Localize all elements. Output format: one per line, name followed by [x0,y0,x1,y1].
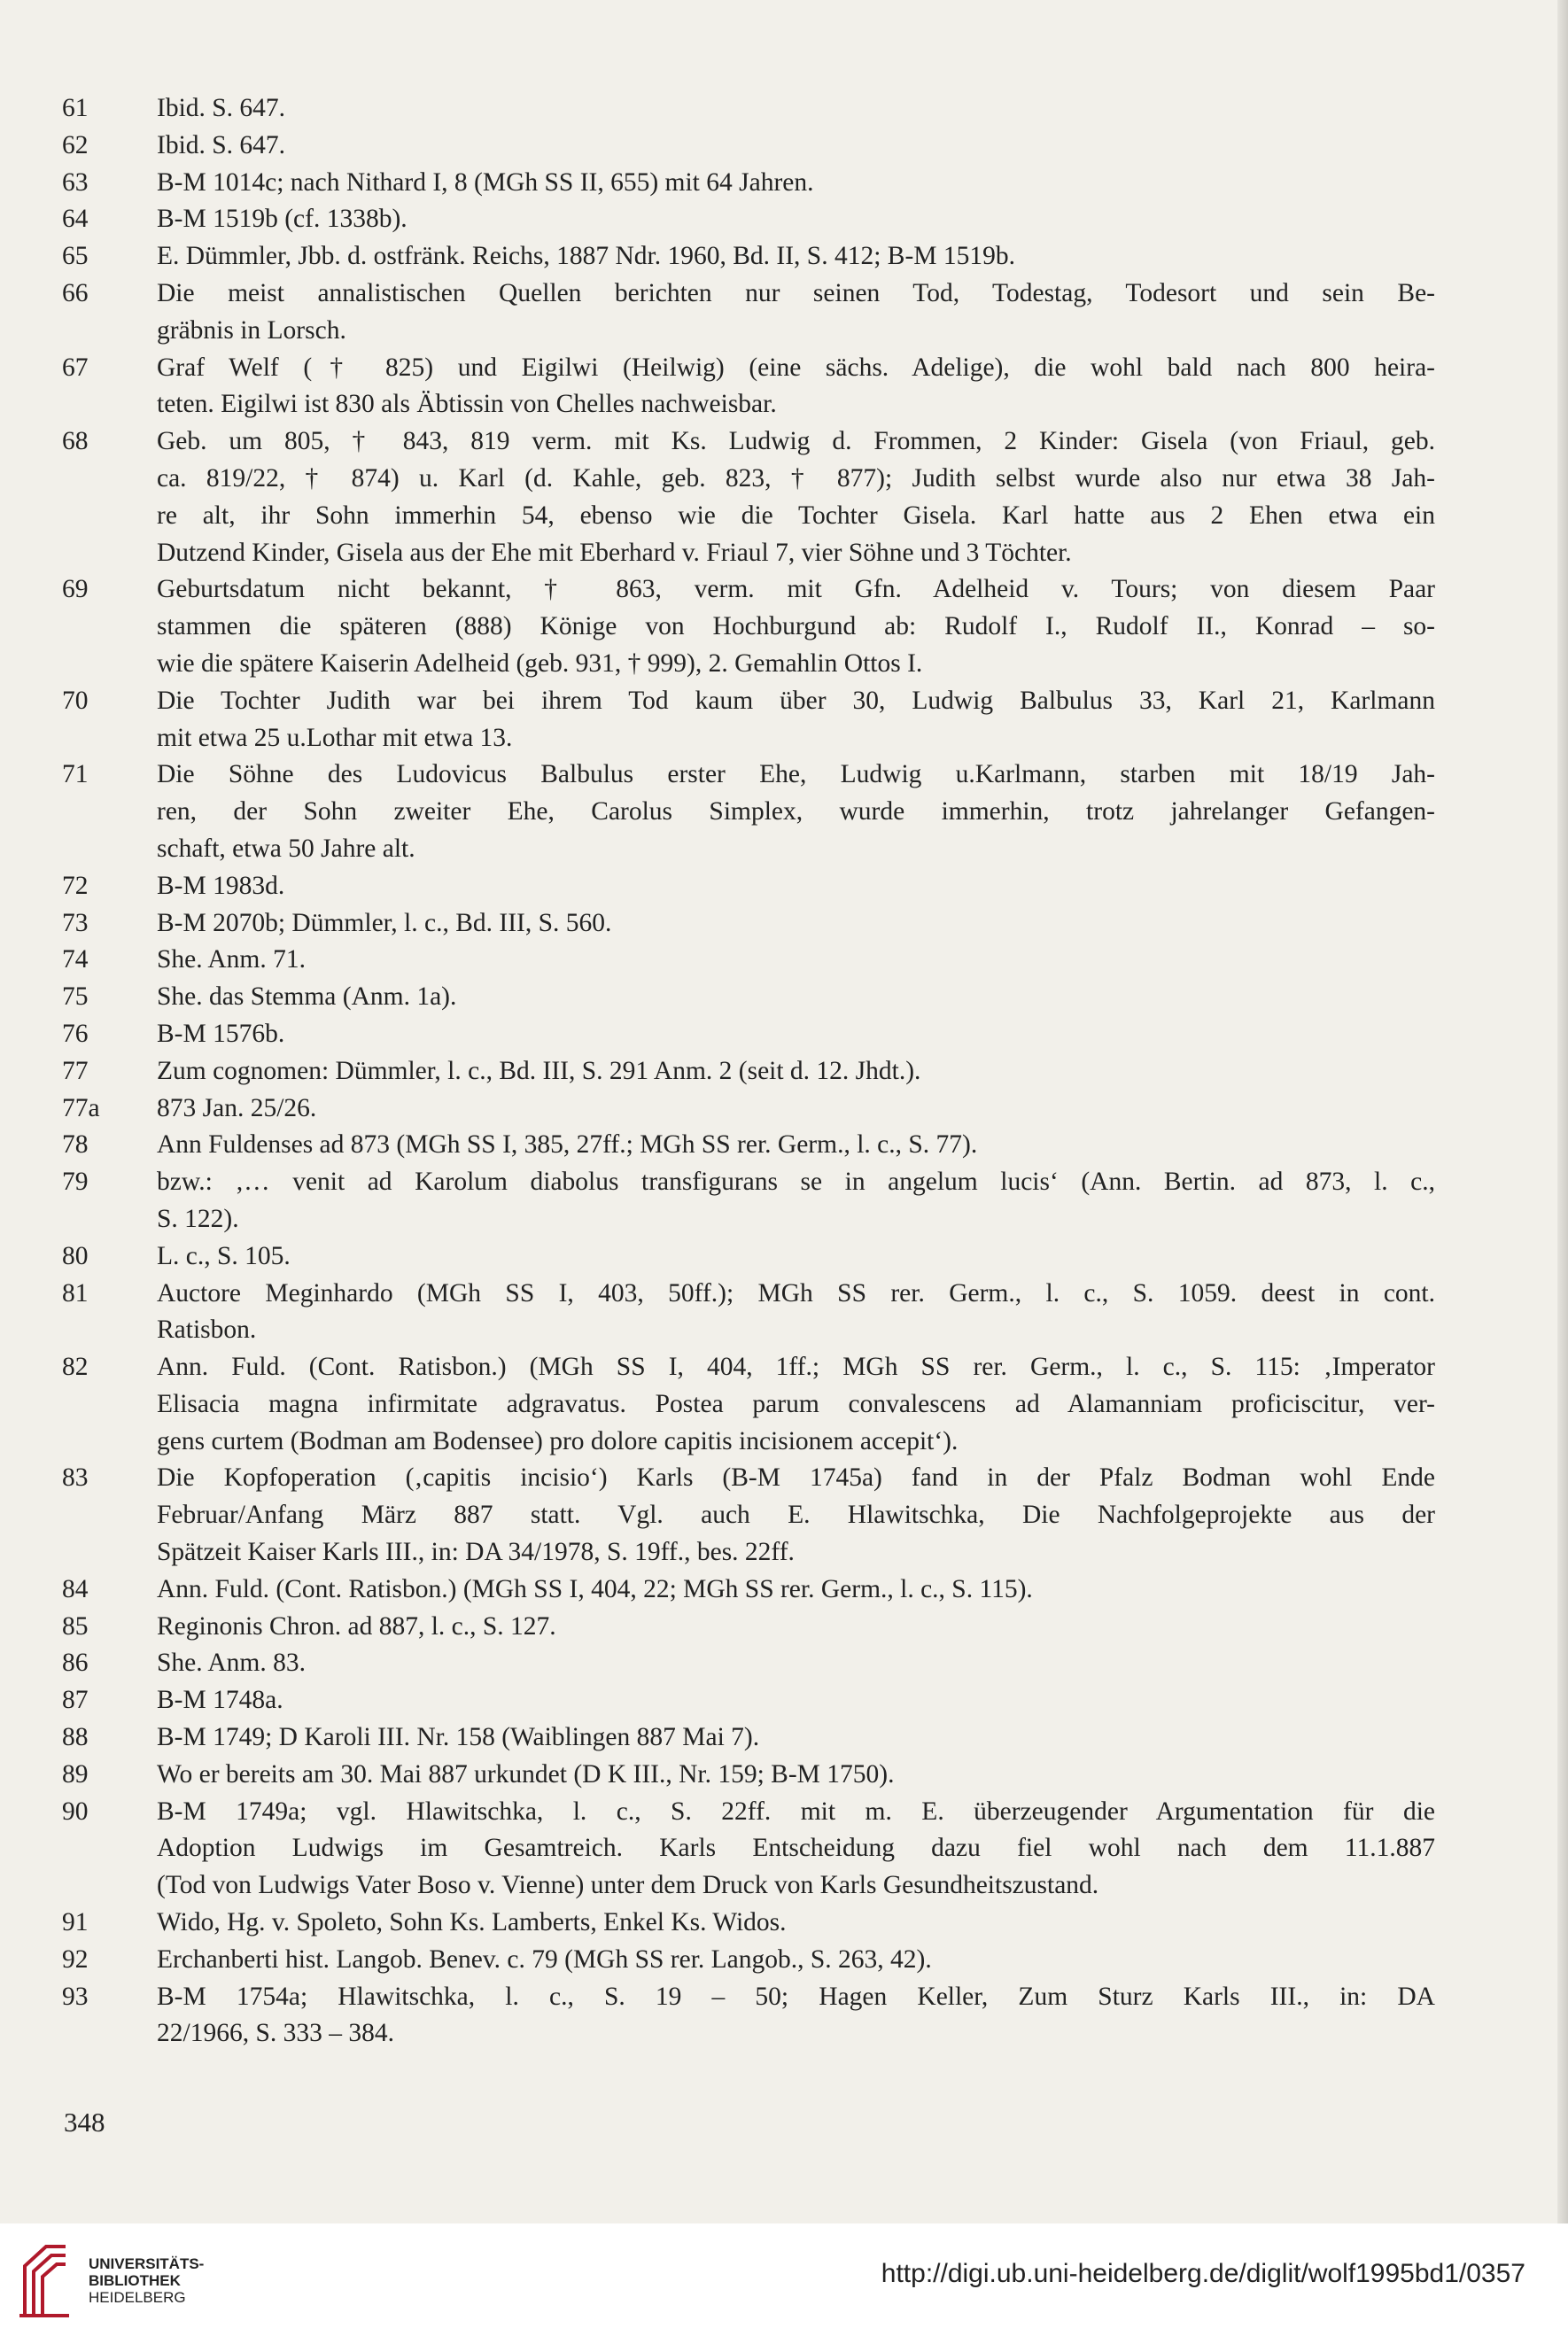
footnote-line: B-M 1754a; Hlawitschka, l. c., S. 19 – 50; Hagen Keller, Zum Sturz Karls III., in: DA [157,1982,1435,2011]
footnote-line: B-M 1748a. [157,1686,283,1715]
footnote-line: B-M 1014c; nach Nithard I, 8 (MGh SS II, 655) mit 64 Jahren. [157,167,814,197]
footnote [62,1942,1444,1979]
footnote-line: B-M 1576b. [157,1019,285,1048]
footnote [62,276,1444,350]
footnote-line: gens curtem (Bodman am Bodensee) pro dolore capitis incisionem accepit‘). [157,1426,959,1455]
footnote [62,1979,1444,2053]
footnote-line: schaft, etwa 50 Jahre alt. [157,834,415,863]
footnote-number: 83 [62,1463,89,1493]
footnote-text [157,1460,1435,1571]
footnote-line: (Tod von Ludwigs Vater Boso v. Vienne) unter dem Druck von Karls Gesundheitszustand. [157,1871,1099,1900]
footnote-line: 873 Jan. 25/26. [157,1093,317,1122]
footnote-line: B-M 1749a; vgl. Hlawitschka, l. c., S. 22ff. mit m. E. überzeugender Argumentation für die [157,1797,1435,1826]
footnote-line: Erchanberti hist. Langob. Benev. c. 79 (MGh SS rer. Langob., S. 263, 42). [157,1944,932,1974]
library-name-line2: BIBLIOTHEK [89,2272,181,2289]
footnote-line: B-M 1749; D Karoli III. Nr. 158 (Waiblingen 887 Mai 7). [157,1723,760,1752]
footnote [62,757,1444,867]
footnote-line: Die Tochter Judith war bei ihrem Tod kaum über 30, Ludwig Balbulus 33, Karl 21, Karlmann [157,686,1435,715]
footnote-text [157,757,1435,867]
footnote-line: Geburtsdatum nicht bekannt, † 863, verm. mit Gfn. Adelheid v. Tours; von diesem Paar [157,575,1435,604]
footnote [62,683,1444,757]
footnote [62,1090,1444,1128]
footnote-line: Elisacia magna infirmitate adgravatus. Postea parum convalescens ad Alamanniam proficiscitur, ver- [157,1389,1435,1418]
footnote-text [157,1719,1435,1757]
footnote-number: 63 [62,167,89,197]
library-logo-icon [16,2239,73,2321]
footnote-line: Geb. um 805, † 843, 819 verm. mit Ks. Ludwig d. Frommen, 2 Kinder: Gisela (von Friaul, geb. [157,427,1435,456]
footnote-text [157,276,1435,350]
footnote-text [157,683,1435,757]
footnote-line: Die meist annalistischen Quellen berichten nur seinen Tod, Todestag, Todesort und sein Be- [157,278,1435,307]
footnote-line: stammen die späteren (888) Könige von Hochburgund ab: Rudolf I., Rudolf II., Konrad – so- [157,612,1435,641]
footnote-number: 82 [62,1353,89,1382]
footnote [62,238,1444,276]
footnote-number: 92 [62,1944,89,1974]
footnote-number: 85 [62,1611,89,1641]
footnote-text [157,1572,1435,1609]
footnote [62,1164,1444,1238]
footnote-line: S. 122). [157,1204,239,1233]
footnote-line: teten. Eigilwi ist 830 als Äbtissin von Chelles nachweisbar. [157,390,777,419]
footnote-text [157,201,1435,238]
footnote-number: 90 [62,1797,89,1826]
footnote-line: gräbnis in Lorsch. [157,315,346,345]
footnote-number: 77a [62,1093,100,1122]
footnote-line: Ibid. S. 647. [157,130,286,159]
footnote [62,1905,1444,1942]
footnote-text [157,1645,1435,1682]
footnote-line: Wo er bereits am 30. Mai 887 urkundet (D K III., Nr. 159; B-M 1750). [157,1759,895,1789]
footnote-number: 74 [62,945,89,974]
footnote-number: 79 [62,1168,89,1197]
footnote [62,1682,1444,1719]
page-number: 348 [64,2107,105,2138]
footnote-line: Ratisbon. [157,1315,257,1345]
footnote-text [157,1164,1435,1238]
footnote [62,1719,1444,1757]
footnote-line: ca. 819/22, † 874) u. Karl (d. Kahle, geb. 823, † 877); Judith selbst wurde also nur etwa 38 Jah- [157,463,1435,493]
footnote-text [157,1794,1435,1905]
footnote-line: E. Dümmler, Jbb. d. ostfränk. Reichs, 1887 Ndr. 1960, Bd. II, S. 412; B-M 1519b. [157,242,1015,271]
footnote-number: 69 [62,575,89,604]
footnote-line: She. Anm. 83. [157,1649,306,1678]
footnote-number: 86 [62,1649,89,1678]
footnote [62,1238,1444,1276]
footnote-text [157,1942,1435,1979]
footnote-line: B-M 1983d. [157,871,285,900]
footnote-line: Graf Welf († 825) und Eigilwi (Heilwig) (eine sächs. Adelige), die wohl bald nach 800 heira- [157,353,1435,382]
footnote-number: 91 [62,1908,89,1937]
footnote-text [157,1609,1435,1646]
footnote-line: Februar/Anfang März 887 statt. Vgl. auch E. Hlawitschka, Die Nachfolgeprojekte aus der [157,1501,1435,1530]
footnote-text [157,1090,1435,1128]
footnote-text [157,1016,1435,1053]
footnote [62,1794,1444,1905]
footnote-text [157,1757,1435,1794]
footnote [62,1572,1444,1609]
permalink-url[interactable]: http://digi.ub.uni-heidelberg.de/diglit/wolf1995bd1/0357 [881,2259,1525,2288]
footnote-text [157,905,1435,943]
footnote-number: 81 [62,1278,89,1308]
footnote-number: 76 [62,1019,89,1048]
footnote-text [157,1238,1435,1276]
footnote [62,1276,1444,1350]
footnote-number: 84 [62,1574,89,1603]
footnote [62,571,1444,682]
footnote-number: 75 [62,982,89,1012]
footnote [62,1609,1444,1646]
footnote-line: She. das Stemma (Anm. 1a). [157,982,457,1012]
footnote-line: Wido, Hg. v. Spoleto, Sohn Ks. Lamberts, Enkel Ks. Widos. [157,1908,787,1937]
footnote-line: Adoption Ludwigs im Gesamtreich. Karls Entscheidung dazu fiel wohl nach dem 11.1.887 [157,1834,1435,1863]
footnote-line: B-M 1519b (cf. 1338b). [157,205,408,234]
footnote-text [157,1053,1435,1090]
footnote [62,1460,1444,1571]
footnote-text [157,1905,1435,1942]
footnote-line: Die Kopfoperation (‚capitis incisio‘) Karls (B-M 1745a) fand in der Pfalz Bodman wohl Ende [157,1463,1435,1493]
footnote-number: 88 [62,1723,89,1752]
library-name-line3: HEIDELBERG [89,2289,186,2306]
footnote-number: 77 [62,1056,89,1085]
footnote-number: 62 [62,130,89,159]
footnote-text [157,165,1435,202]
footnote-text [157,942,1435,979]
footnote-line: ren, der Sohn zweiter Ehe, Carolus Simplex, wurde immerhin, trotz jahrelanger Gefangen- [157,797,1435,827]
footnote-number: 71 [62,760,89,789]
footnote-number: 66 [62,278,89,307]
footnote-line: Ann. Fuld. (Cont. Ratisbon.) (MGh SS I, 404, 22; MGh SS rer. Germ., l. c., S. 115). [157,1574,1033,1603]
footnote-text [157,1276,1435,1350]
footnote [62,201,1444,238]
footnote-line: B-M 2070b; Dümmler, l. c., Bd. III, S. 560. [157,908,612,937]
footnote [62,1016,1444,1053]
footnote-number: 67 [62,353,89,382]
footnote-text [157,1682,1435,1719]
footnote-line: Zum cognomen: Dümmler, l. c., Bd. III, S. 291 Anm. 2 (seit d. 12. Jhdt.). [157,1056,921,1085]
footnote [62,868,1444,905]
footnote-line: bzw.: ‚… venit ad Karolum diabolus transfigurans se in angelum lucis‘ (Ann. Bertin. ad 873, l. c., [157,1168,1435,1197]
footnote-number: 61 [62,94,89,122]
footnote-text [157,1979,1435,2053]
footnote [62,979,1444,1016]
footnote-line: wie die spätere Kaiserin Adelheid (geb. 931, † 999), 2. Gemahlin Ottos I. [157,648,923,678]
footnote-text [157,350,1435,424]
footnote [62,942,1444,979]
footnote [62,905,1444,943]
footnote-line: re alt, ihr Sohn immerhin 54, ebenso wie die Tochter Gisela. Karl hatte aus 2 Ehen etwa ein [157,501,1435,530]
footnote-text [157,238,1435,276]
library-footer [0,2223,1568,2336]
footnote-number: 65 [62,242,89,271]
footnote [62,90,1444,128]
footnote-line: Ann. Fuld. (Cont. Ratisbon.) (MGh SS I, 404, 1ff.; MGh SS rer. Germ., l. c., S. 115: ‚Imperator [157,1353,1435,1382]
footnote [62,1349,1444,1460]
footnote-text [157,571,1435,682]
footnote-number: 68 [62,427,89,456]
footnote [62,165,1444,202]
footnote [62,1645,1444,1682]
footnote-line: Spätzeit Kaiser Karls III., in: DA 34/1978, S. 19ff., bes. 22ff. [157,1538,795,1567]
footnote-line: She. Anm. 71. [157,945,306,974]
footnote-line: Auctore Meginhardo (MGh SS I, 403, 50ff.); MGh SS rer. Germ., l. c., S. 1059. deest in cont. [157,1278,1435,1308]
footnote-line: mit etwa 25 u.Lothar mit etwa 13. [157,723,513,752]
footnote-number: 72 [62,871,89,900]
footnote-number: 87 [62,1686,89,1715]
footnote-text [157,868,1435,905]
footnote-number: 93 [62,1982,89,2011]
footnote-line: Reginonis Chron. ad 887, l. c., S. 127. [157,1611,556,1641]
footnote [62,128,1444,165]
footnote-number: 78 [62,1130,89,1160]
footnote [62,1053,1444,1090]
footnote-line: Ann Fuldenses ad 873 (MGh SS I, 385, 27ff.; MGh SS rer. Germ., l. c., S. 77). [157,1130,978,1160]
footnote-line: 22/1966, S. 333 – 384. [157,2019,394,2048]
footnote-line: Die Söhne des Ludovicus Balbulus erster Ehe, Ludwig u.Karlmann, starben mit 18/19 Jah- [157,760,1435,789]
footnote-number: 80 [62,1241,89,1270]
footnote-text [157,979,1435,1016]
footnote [62,350,1444,424]
footnote-number: 64 [62,205,89,234]
footnote-text [157,1127,1435,1164]
footnote-line: Ibid. S. 647. [157,94,286,122]
footnote-text [157,128,1435,165]
footnote-number: 73 [62,908,89,937]
library-name [89,2255,204,2306]
footnote-text [157,1349,1435,1460]
footnote-line: Dutzend Kinder, Gisela aus der Ehe mit Eberhard v. Friaul 7, vier Söhne und 3 Töchter. [157,538,1072,567]
footnote [62,1127,1444,1164]
footnote-line: L. c., S. 105. [157,1241,291,1270]
library-name-line1: UNIVERSITÄTS- [89,2255,205,2272]
footnote-text [157,423,1435,571]
footnote-text [157,90,1435,128]
footnote [62,423,1444,571]
footnote-number: 89 [62,1759,89,1789]
page-edge [1557,0,1568,2223]
footnote-list [62,90,1444,2053]
footnote [62,1757,1444,1794]
footnote-number: 70 [62,686,89,715]
